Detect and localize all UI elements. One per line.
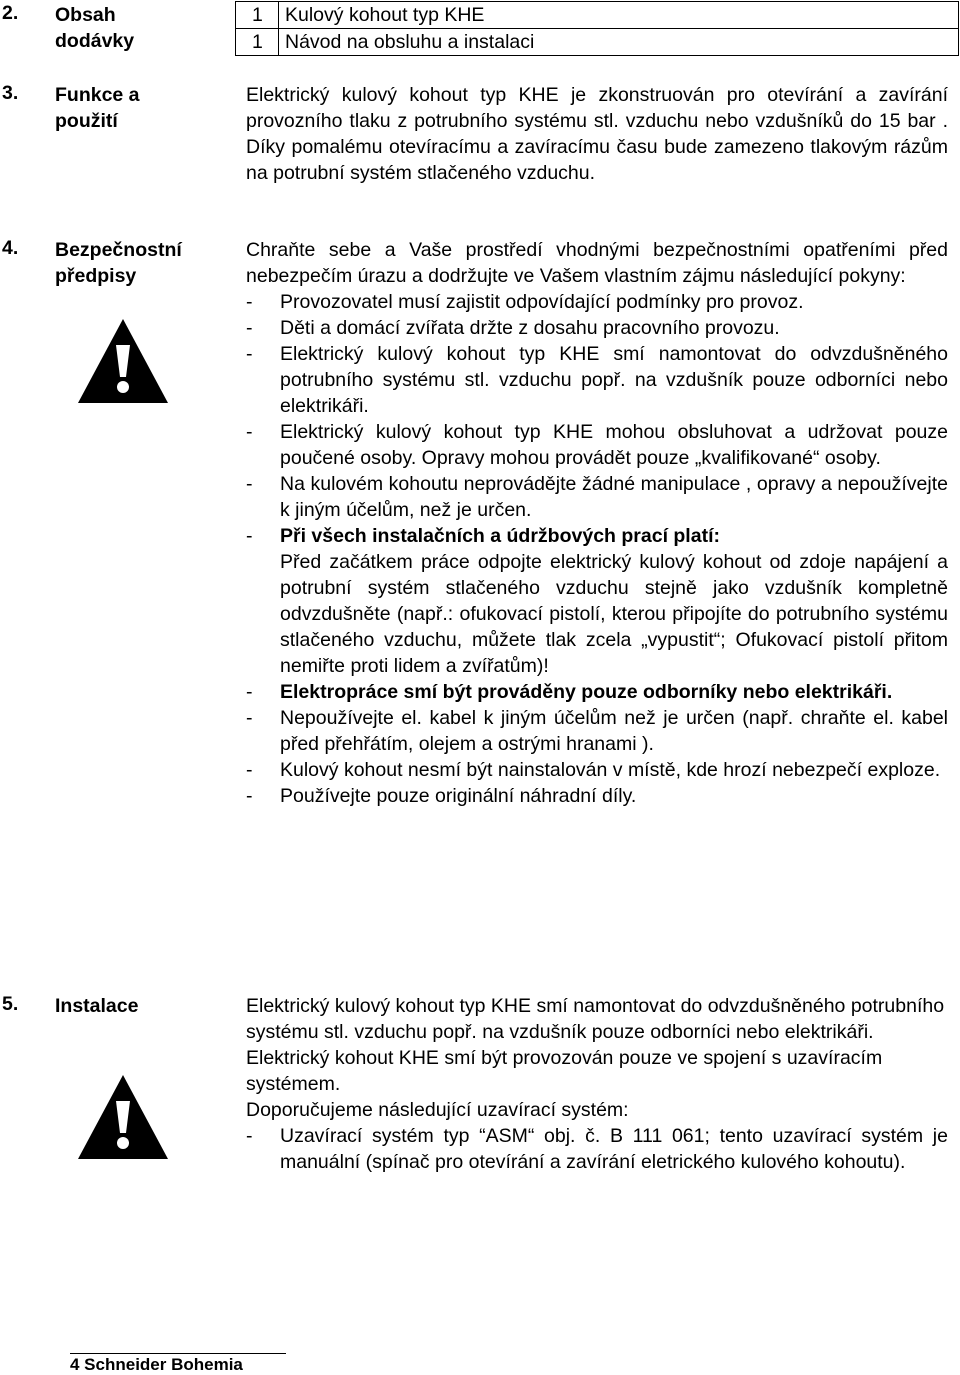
- list-item: - Provozovatel musí zajistit odpovídající podmínky pro provoz.: [246, 289, 948, 315]
- list-item: - Děti a domácí zvířata držte z dosahu pracovního provozu.: [246, 315, 948, 341]
- section-3-title: [55, 82, 140, 134]
- installation-bullet-text: Uzavírací systém typ “ASM“ obj. č. B 111 061; tento uzavírací systém je manuální (spínač pro otevírání a zavírání eletrického kulového kohoutu).: [280, 1125, 948, 1173]
- installation-para: Elektrický kohout KHE smí být provozován pouze ve spojení s uzavíracím systémem.: [246, 1047, 883, 1095]
- section-5-title: [55, 993, 138, 1019]
- safety-bullet-text: Děti a domácí zvířata držte z dosahu pracovního provozu.: [280, 317, 780, 339]
- delivery-qty: 1: [236, 2, 279, 29]
- section-2-title-line1: Obsah: [55, 4, 116, 26]
- section-4-title-line1: Bezpečnostní: [55, 239, 182, 261]
- list-item: - Uzavírací systém typ “ASM“ obj. č. B 111 061; tento uzavírací systém je manuální (spínač pro otevírání a zavírání eletrického kulového kohoutu).: [246, 1125, 948, 1173]
- delivery-row: [236, 2, 959, 29]
- section-5-body: [246, 993, 948, 1175]
- safety-intro: Chraňte sebe a Vaše prostředí vhodnými bezpečnostními opatřeními před nebezpečím úrazu a dodržujte ve Vašem vlastním zájmu následující pokyny:: [246, 239, 948, 287]
- section-5-title-text: Instalace: [55, 995, 139, 1017]
- safety-bullet-text: Kulový kohout nesmí být nainstalován v místě, kde hrozí nebezpečí exploze.: [280, 759, 941, 781]
- section-4-title-line2: předpisy: [55, 265, 137, 287]
- list-item: - Kulový kohout nesmí být nainstalován v místě, kde hrozí nebezpečí exploze.: [246, 757, 948, 783]
- section-4-number: 4.: [2, 237, 19, 259]
- section-3-body: [246, 82, 948, 186]
- list-item: - Při všech instalačních a údržbových prací platí: Před začátkem práce odpojte elektrický kulový kohout od zdoje napájení a potrubní systém stlačeného vzduchu stejně jako vzdušník kompletně odvzdušněte (např.: ofukovací pistolí, kterou připojíte do potrubního systému stlačeného vzduchu, můžete tlak zcela „vypustit“; Ofukovací pistolí přitom nemiřte proti lidem a zvířatům)!: [246, 525, 948, 677]
- list-item: - Používejte pouze originální náhradní díly.: [246, 783, 948, 809]
- warning-exclamation-icon: [78, 1075, 168, 1159]
- safety-bullet-text: Elektrický kulový kohout typ KHE smí namontovat do odvzdušněného potrubního systému stl. vzduchu popř. na vzdušník pouze odborníci nebo elektrikáři.: [280, 343, 948, 417]
- list-item: - Elektrický kulový kohout typ KHE mohou obsluhovat a udržovat pouze poučené osoby. Opravy mohou provádět pouze „kvalifikované“ osoby.: [246, 421, 948, 469]
- maintenance-heading: Při všech instalačních a údržbových prací platí:: [280, 525, 720, 547]
- footer-text: 4 Schneider Bohemia: [70, 1355, 243, 1374]
- electrician-bullet-text: Elektropráce smí být prováděny pouze odborníky nebo elektrikáři.: [280, 681, 893, 703]
- safety-bullet-text: Na kulovém kohoutu neprovádějte žádné manipulace , opravy a nepoužívejte k jiným účelům, než je určen.: [280, 473, 948, 521]
- delivery-row: [236, 29, 959, 56]
- delivery-qty: 1: [236, 29, 279, 56]
- delivery-item: Kulový kohout typ KHE: [279, 2, 959, 29]
- section-2-number: 2.: [2, 2, 19, 24]
- delivery-item: Návod na obsluhu a instalaci: [279, 29, 959, 56]
- section-4-body: [246, 237, 948, 809]
- list-item: - Nepoužívejte el. kabel k jiným účelům než je určen (např. chraňte el. kabel před přehřátím, olejem a ostrými hranami ).: [246, 707, 948, 755]
- maintenance-text: Před začátkem práce odpojte elektrický kulový kohout od zdoje napájení a potrubní systém stlačeného vzduchu stejně jako vzdušník kompletně odvzdušněte (např.: ofukovací pistolí, kterou připojíte do potrubního systému stlačeného vzduchu, můžete tlak zcela „vypustit“; Ofukovací pistolí přitom nemiřte proti lidem a zvířatům)!: [280, 551, 948, 677]
- section-5-number: 5.: [2, 993, 19, 1015]
- delivery-table: [235, 1, 959, 56]
- section-3-number: 3.: [2, 82, 19, 104]
- list-item: - Elektropráce smí být prováděny pouze odborníky nebo elektrikáři.: [246, 679, 948, 705]
- safety-bullet-text: Nepoužívejte el. kabel k jiným účelům než je určen (např. chraňte el. kabel před přehřátím, olejem a ostrými hranami ).: [280, 707, 948, 755]
- list-item: - Elektrický kulový kohout typ KHE smí namontovat do odvzdušněného potrubního systému stl. vzduchu popř. na vzdušník pouze odborníci nebo elektrikáři.: [246, 343, 948, 417]
- section-3-title-line1: Funkce a: [55, 84, 140, 106]
- list-item: - Na kulovém kohoutu neprovádějte žádné manipulace , opravy a nepoužívejte k jiným účelům, než je určen.: [246, 473, 948, 521]
- section-2-title-line2: dodávky: [55, 30, 135, 52]
- function-text: Elektrický kulový kohout typ KHE je zkonstruován pro otevírání a zavírání provozního tlaku z potrubního systému stl. vzduchu nebo vzdušníků do 15 bar . Díky pomalému otevíracímu a zavíracímu času bude zamezeno tlakovým rázům na potrubní systém stlačeného vzduchu.: [246, 84, 948, 184]
- footer-rule: [70, 1353, 286, 1354]
- safety-bullet-text: Provozovatel musí zajistit odpovídající podmínky pro provoz.: [280, 291, 804, 313]
- installation-para: Doporučujeme následující uzavírací systém:: [246, 1099, 629, 1121]
- safety-bullet-text: Používejte pouze originální náhradní díly.: [280, 785, 637, 807]
- safety-bullet-text: Elektrický kulový kohout typ KHE mohou obsluhovat a udržovat pouze poučené osoby. Opravy mohou provádět pouze „kvalifikované“ osoby.: [280, 421, 948, 469]
- section-3-title-line2: použití: [55, 110, 118, 132]
- installation-para: Elektrický kulový kohout typ KHE smí namontovat do odvzdušněného potrubního systému stl. vzduchu popř. na vzdušník pouze odborníci nebo elektrikáři.: [246, 995, 945, 1043]
- installation-list: [246, 1123, 948, 1175]
- safety-list: [246, 289, 948, 809]
- warning-exclamation-icon: [78, 319, 168, 403]
- section-2-title: [55, 2, 134, 54]
- section-4-title: [55, 237, 182, 289]
